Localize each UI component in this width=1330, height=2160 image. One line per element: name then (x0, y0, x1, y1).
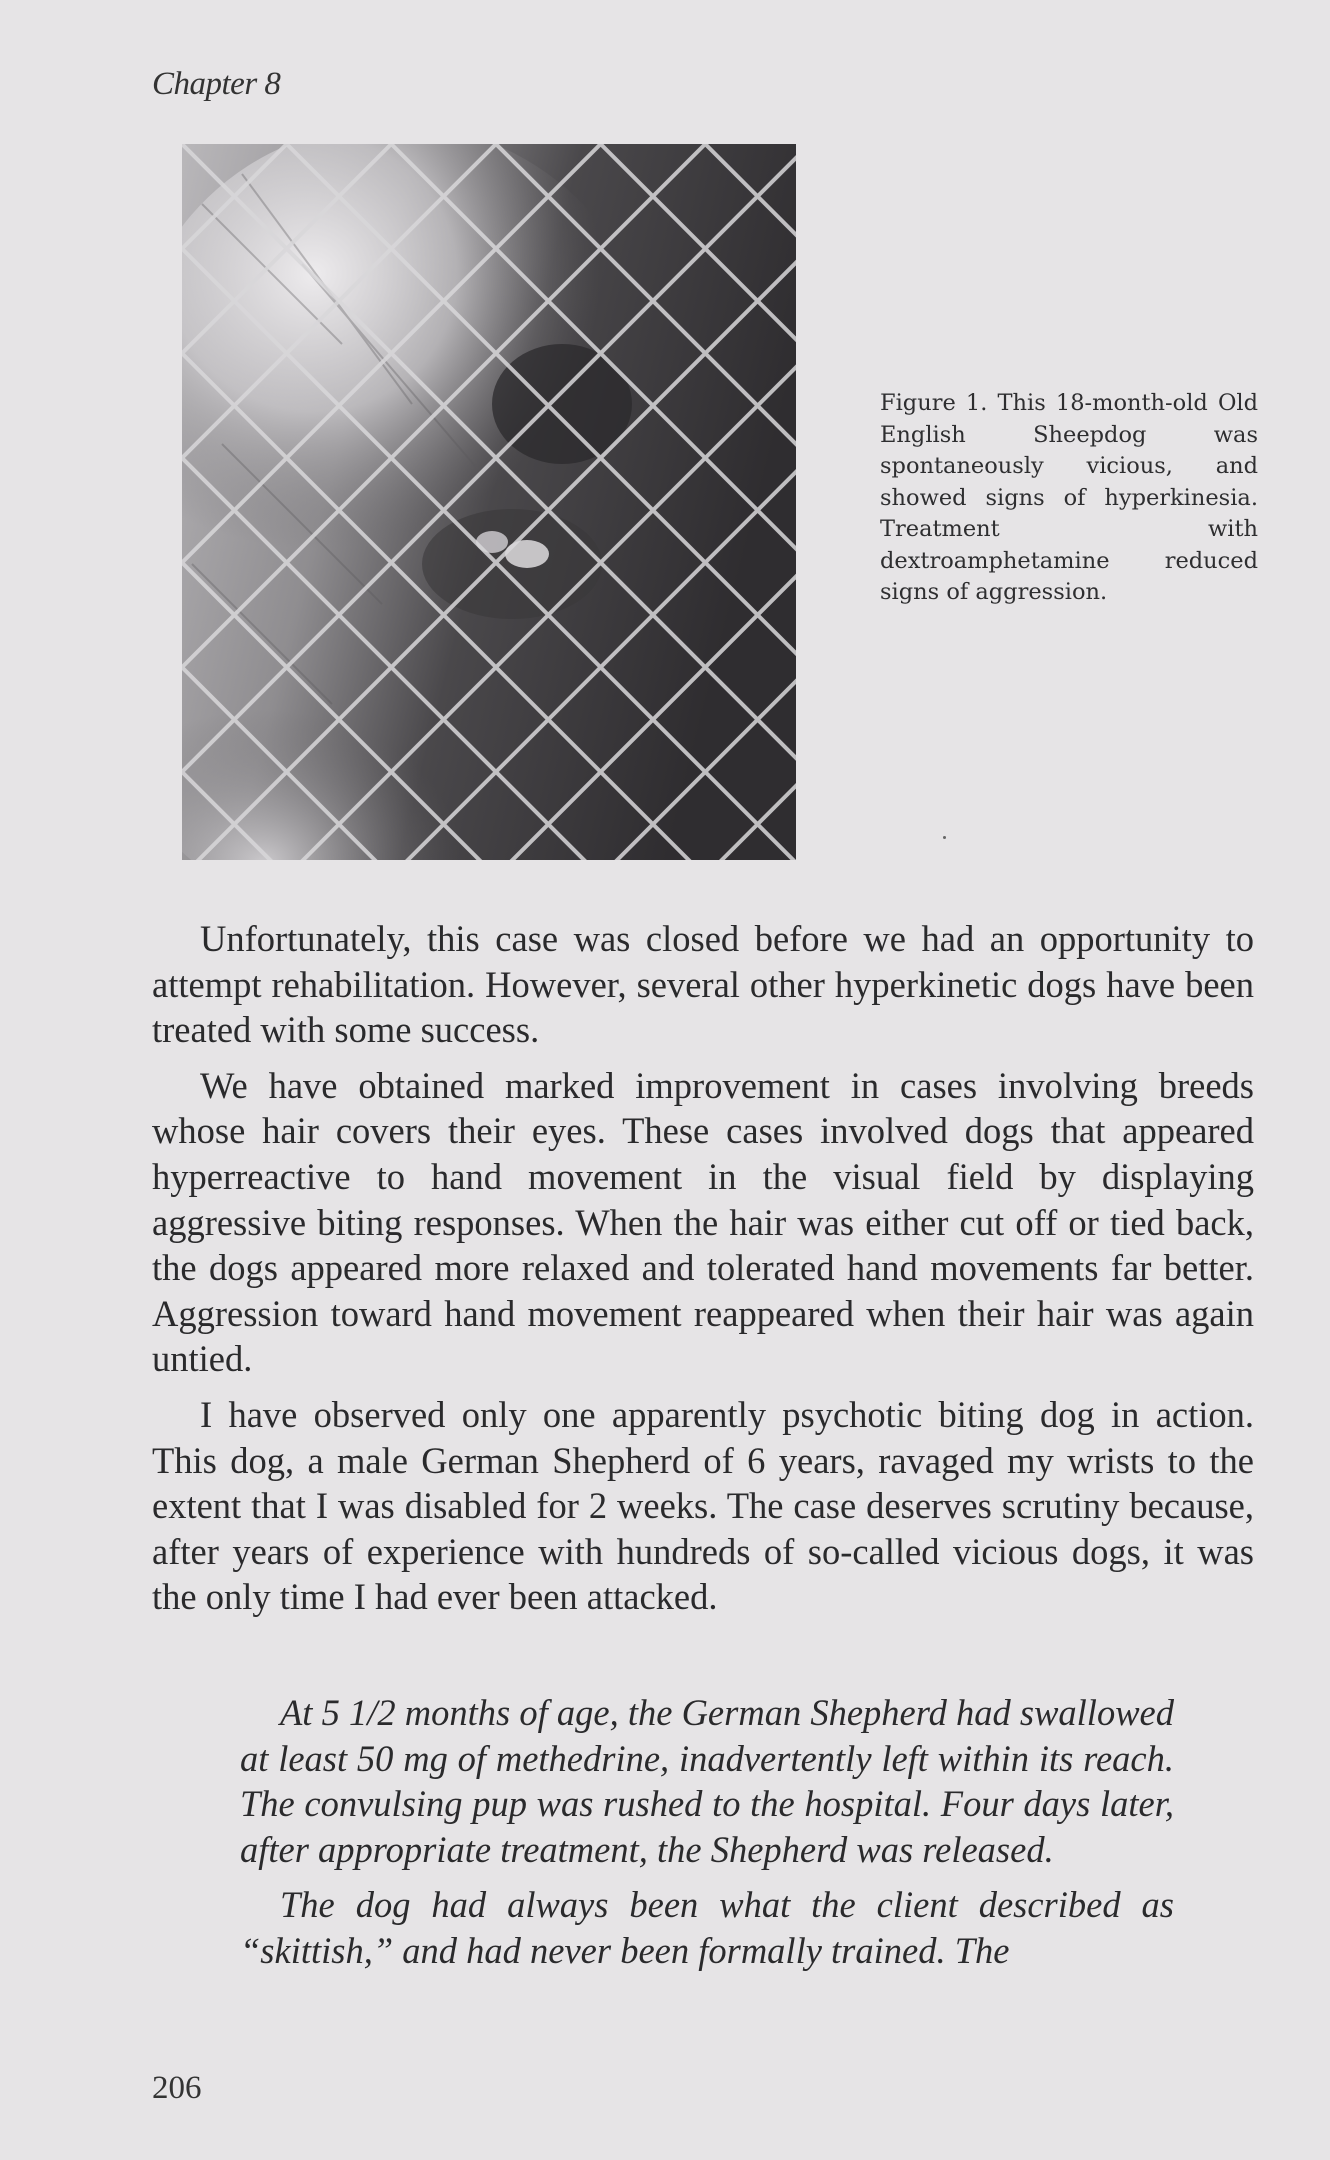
body-text (152, 916, 1254, 1630)
chapter-header: Chapter 8 (152, 66, 281, 102)
body-paragraph: Unfortunately, this case was closed before we had an opportunity to attempt rehabilitation. However, several other hyperkinetic dogs have been treated with some success. (152, 918, 1254, 1051)
case-study-paragraph: The dog had always been what the client described as “skittish,” and had never been formally trained. The (240, 1884, 1174, 1971)
page-number: 206 (152, 2070, 202, 2106)
figure-photo (182, 144, 796, 860)
body-paragraph: We have obtained marked improvement in cases involving breeds whose hair covers their eyes. These cases involved dogs that appeared hyperreactive to hand movement in the visual field by displaying aggressive biting responses. When the hair was either cut off or tied back, the dogs appeared more relaxed and tolerated hand movements far better. Aggression toward hand movement reappeared when their hair was again untied. (152, 1064, 1254, 1380)
dog-behind-fence-icon (182, 144, 796, 860)
case-study-paragraph: At 5 1/2 months of age, the German Shepherd had swallowed at least 50 mg of methedrine, inadvertently left within its reach. The convulsing pup was rushed to the hospital. Four days later, after appropriate treatment, the Shepherd was released. (240, 1692, 1174, 1870)
figure-caption: Figure 1. This 18-month-old Old English Sheepdog was spontaneously vicious, and showed signs of hyperkinesia. Treatment with dextroamphetamine reduced signs of aggression. (880, 390, 1258, 605)
print-speck (943, 836, 946, 839)
body-paragraph: I have observed only one apparently psychotic biting dog in action. This dog, a male German Shepherd of 6 years, ravaged my wrists to the extent that I was disabled for 2 weeks. The case deserves scrutiny because, after years of experience with hundreds of so-called vicious dogs, it was the only time I had ever been attacked. (152, 1393, 1254, 1618)
case-study-excerpt (240, 1690, 1174, 1984)
